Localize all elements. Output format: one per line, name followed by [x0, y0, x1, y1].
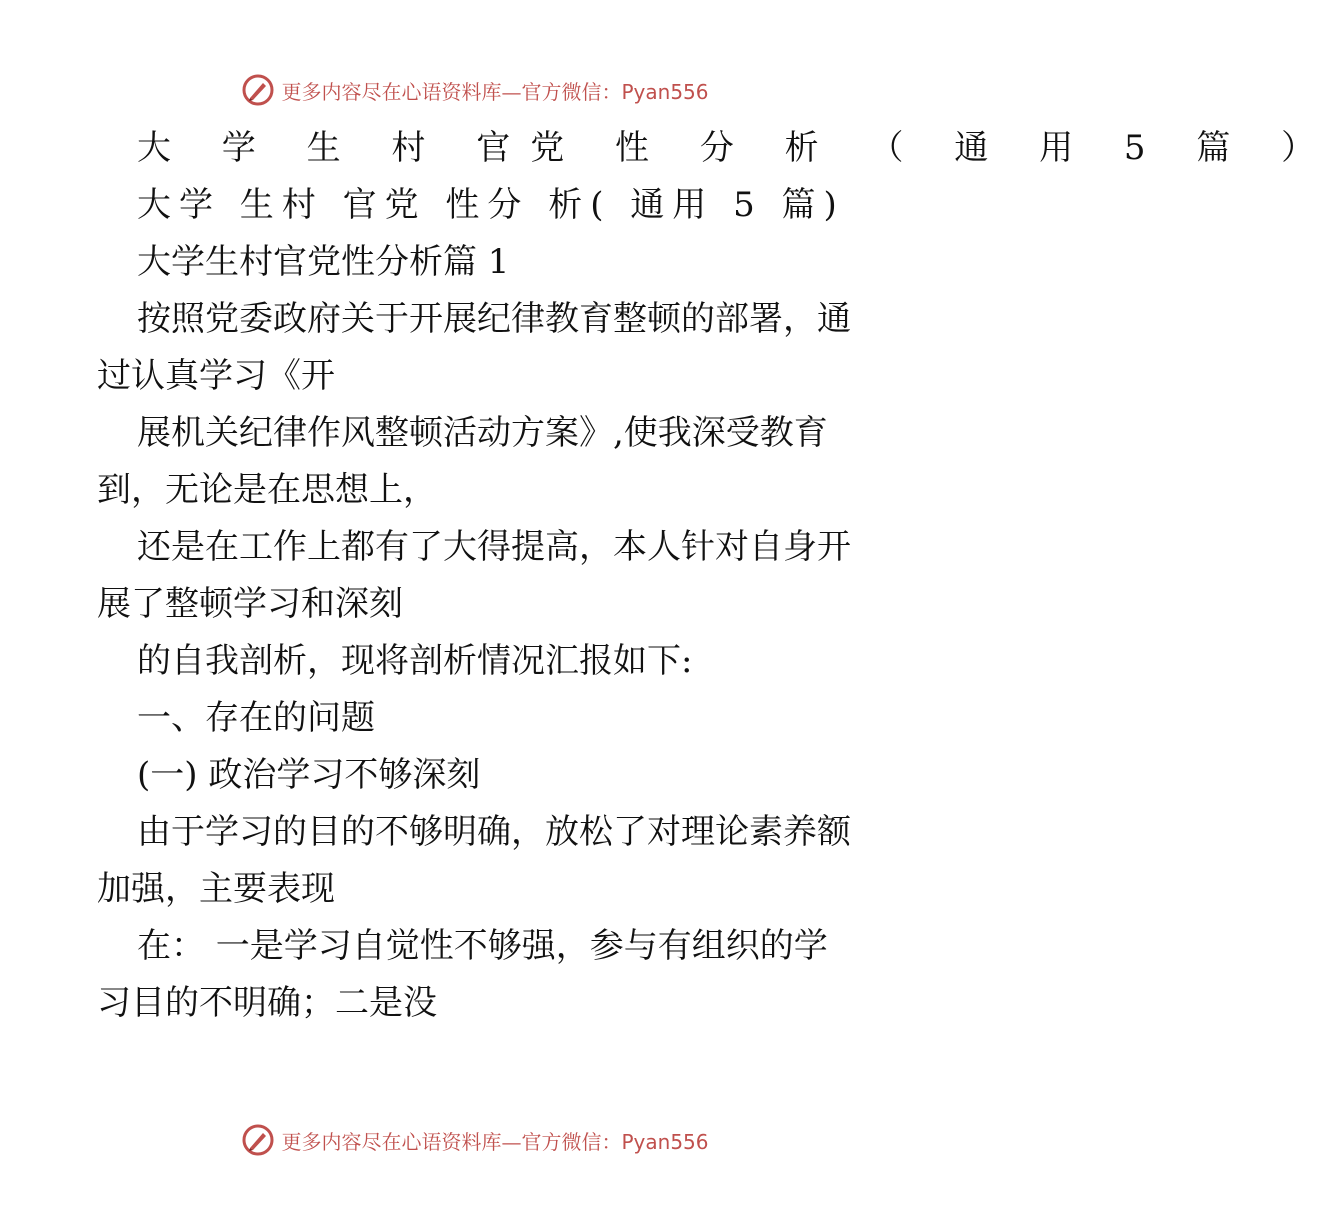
pen-circle-icon	[241, 1123, 275, 1157]
document-title-alt: 大学 生村 官党 性分 析( 通用 5 篇)	[137, 185, 845, 225]
paragraph-line: 展机关纪律作风整顿活动方案》,使我深受教育	[137, 413, 828, 453]
paragraph-line: 还是在工作上都有了大得提高，本人针对自身开	[137, 527, 851, 567]
document-body	[97, 120, 1335, 1032]
banner-handle: Pyan556	[621, 1129, 709, 1154]
subsection-heading: (一) 政治学习不够深刻	[137, 755, 481, 795]
paragraph-line: 按照党委政府关于开展纪律教育整顿的部署，通	[137, 299, 851, 339]
banner-label: 更多内容尽在心语资料库—官方微信：	[281, 1129, 622, 1154]
paragraph-line: 在： 一是学习自觉性不够强，参与有组织的学	[137, 926, 828, 966]
footer-banner	[0, 1120, 950, 1160]
subsection-heading: 一、存在的问题	[137, 698, 375, 738]
section-heading: 大学生村官党性分析篇 1	[137, 242, 510, 282]
paragraph-line: 展了整顿学习和深刻	[97, 584, 403, 624]
banner-handle: Pyan556	[621, 79, 709, 104]
document-title: 大 学 生 村 官党 性 分 析 （ 通 用 5 篇 ）	[137, 128, 1335, 168]
banner-text	[281, 76, 708, 105]
paragraph-line: 的自我剖析，现将剖析情况汇报如下:	[137, 641, 693, 681]
pen-circle-icon	[241, 73, 275, 107]
banner-label: 更多内容尽在心语资料库—官方微信：	[281, 79, 622, 104]
header-banner	[0, 70, 950, 110]
banner-text	[281, 1126, 708, 1155]
paragraph-line: 过认真学习《开	[97, 356, 335, 396]
paragraph-line: 加强，主要表现	[97, 869, 335, 909]
paragraph-line: 习目的不明确；二是没	[97, 983, 437, 1023]
paragraph-line: 到，无论是在思想上，	[97, 470, 437, 510]
paragraph-line: 由于学习的目的不够明确，放松了对理论素养额	[137, 812, 851, 852]
